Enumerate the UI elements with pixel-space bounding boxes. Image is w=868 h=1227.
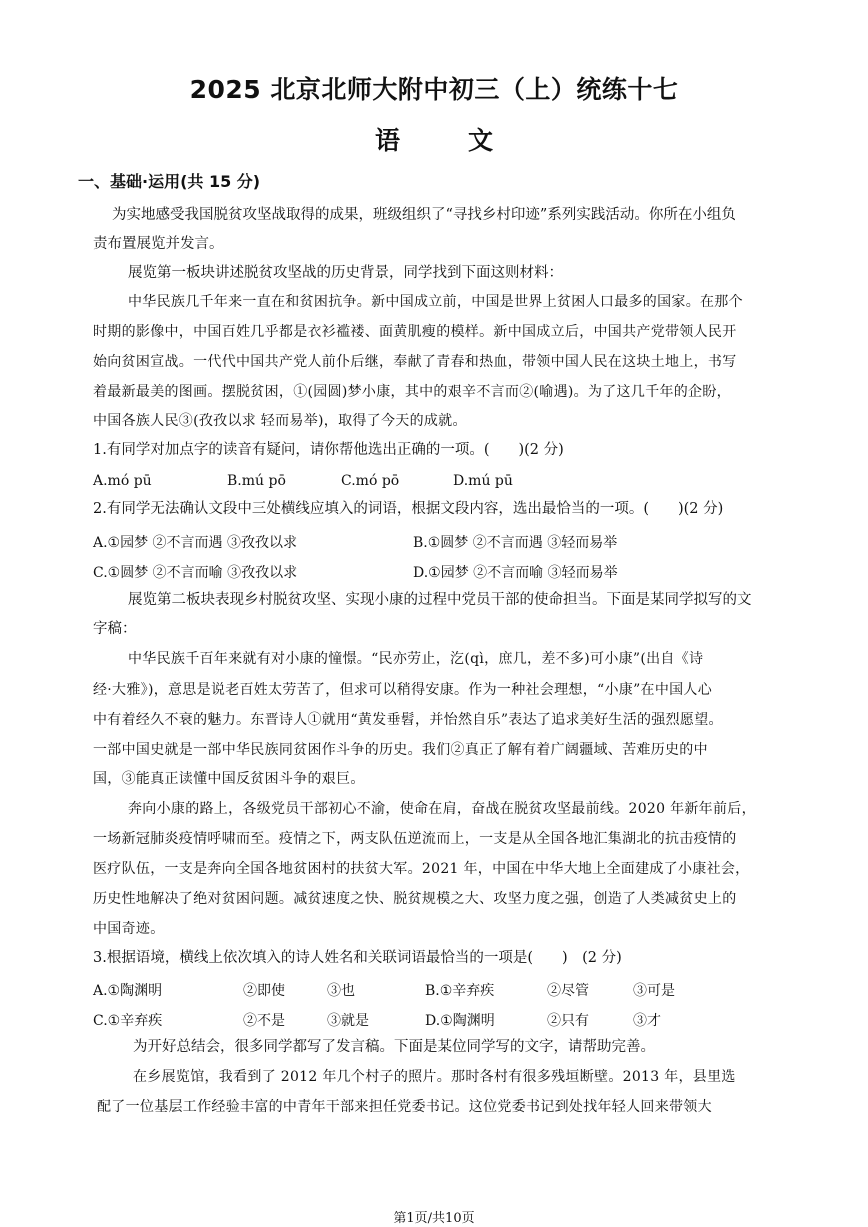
q3-option-c-word2: ②不是 bbox=[243, 1013, 285, 1029]
material3-line-1: 奔向小康的路上，各级党员干部初心不渝，使命在肩，奋战在脱贫攻坚最前线。2020 年新年前后， bbox=[128, 801, 756, 817]
board2-line-1: 展览第二板块表现乡村脱贫攻坚、实现小康的过程中党员干部的使命担当。下面是某同学拟写的文 bbox=[128, 592, 752, 608]
question-3-options-row-1 bbox=[93, 980, 773, 1000]
material3-line-3: 医疗队伍，一支是奔向全国各地贫困村的扶贫大军。2021 年，中国在中华大地上全面建成了小康社会， bbox=[93, 861, 750, 877]
q3-option-d-word2: ②只有 bbox=[547, 1013, 589, 1029]
q3-option-a-word3: ③也 bbox=[327, 983, 355, 999]
q3-option-b-word3: ③可是 bbox=[633, 983, 675, 999]
material1-line-2: 时期的影像中，中国百姓几乎都是衣衫褴褛、面黄肌瘦的模样。新中国成立后，中国共产党带领人民开 bbox=[93, 324, 737, 340]
intro-line-3: 展览第一板块讲述脱贫攻坚战的历史背景，同学找到下面这则材料： bbox=[128, 265, 563, 281]
intro-line-2: 责布置展览并发言。 bbox=[93, 236, 224, 252]
q3-option-a-poet[interactable]: A.①陶渊明 bbox=[93, 983, 163, 999]
material2-line-2: 经·大雅》)，意思是说老百姓太劳苦了，但求可以稍得安康。作为一种社会理想，“小康”在中国人心 bbox=[93, 682, 713, 698]
q1-option-b[interactable]: B.mú pō bbox=[227, 473, 286, 489]
material2-line-5: 国，③能真正读懂中国反贫困斗争的艰巨。 bbox=[93, 771, 365, 787]
material3-line-2: 一场新冠肺炎疫情呼啸而至。疫情之下，两支队伍逆流而上，一支是从全国各地汇集湖北的抗击疫情的 bbox=[93, 831, 737, 847]
q3-option-a-word2: ②即使 bbox=[243, 983, 285, 999]
q1-option-c[interactable]: C.mó pō bbox=[341, 473, 400, 489]
material1-line-5: 中国各族人民③(孜孜以求 轻而易举)，取得了今天的成就。 bbox=[93, 413, 467, 429]
material3-line-5: 中国奇迹。 bbox=[93, 921, 165, 937]
question-1-stem: 1.有同学对加点字的读音有疑问，请你帮他选出正确的一项。( )(2 分) bbox=[93, 442, 564, 458]
subject-char-1: 语 bbox=[374, 126, 400, 155]
material2-line-3: 中有着经久不衰的魅力。东晋诗人①就用“黄发垂髫，并怡然自乐”表达了追求美好生活的强烈愿望。 bbox=[93, 712, 723, 728]
q2-option-c[interactable]: C.①圆梦 ②不言而喻 ③孜孜以求 bbox=[93, 565, 298, 581]
question-3-stem: 3.根据语境，横线上依次填入的诗人姓名和关联词语最恰当的一项是( ) (2 分) bbox=[93, 950, 622, 966]
q1-option-d[interactable]: D.mú pū bbox=[453, 473, 513, 489]
board2-line-2: 字稿： bbox=[93, 621, 137, 637]
q3-option-d-poet[interactable]: D.①陶渊明 bbox=[425, 1013, 495, 1029]
question-2-stem: 2.有同学无法确认文段中三处横线应填入的词语，根据文段内容，选出最恰当的一项。( )(2 分) bbox=[93, 501, 724, 517]
subject-char-2: 文 bbox=[468, 126, 494, 155]
q3-option-c-word3: ③就是 bbox=[327, 1013, 369, 1029]
q3-option-b-word2: ②尽管 bbox=[547, 983, 589, 999]
material1-line-4: 着最新最美的图画。摆脱贫困，①(园圆)梦小康，其中的艰辛不言而②(喻遇)。为了这几千年的企盼， bbox=[93, 384, 731, 400]
q2-option-a[interactable]: A.①园梦 ②不言而遇 ③孜孜以求 bbox=[93, 535, 298, 551]
page-footer: 第1页/共10页 bbox=[393, 1211, 475, 1226]
speech-intro: 为开好总结会，很多同学都写了发言稿。下面是某位同学写的文字，请帮助完善。 bbox=[133, 1039, 655, 1055]
document-title: 2025 北京北师大附中初三（上）统练十七 bbox=[189, 75, 679, 104]
q2-option-b[interactable]: B.①圆梦 ②不言而遇 ③轻而易举 bbox=[413, 535, 618, 551]
material3-line-4: 历史性地解决了绝对贫困问题。减贫速度之快、脱贫规模之大、攻坚力度之强，创造了人类减贫史上的 bbox=[93, 891, 737, 907]
q3-option-c-poet[interactable]: C.①辛弃疾 bbox=[93, 1013, 163, 1029]
material2-line-4: 一部中国史就是一部中华民族同贫困作斗争的历史。我们②真正了解有着广阔疆域、苦难历史的中 bbox=[93, 742, 708, 758]
q1-option-a[interactable]: A.mó pū bbox=[93, 473, 152, 489]
question-1-options bbox=[93, 473, 773, 489]
q3-option-d-word3: ③才 bbox=[633, 1013, 661, 1029]
question-2-options-row-1 bbox=[93, 532, 773, 552]
material1-line-1: 中华民族几千年来一直在和贫困抗争。新中国成立前，中国是世界上贫困人口最多的国家。在那个 bbox=[128, 294, 743, 310]
material1-line-3: 始向贫困宣战。一代代中国共产党人前仆后继，奉献了青春和热血，带领中国人民在这块土地上，书写 bbox=[93, 354, 737, 370]
q3-option-b-poet[interactable]: B.①辛弃疾 bbox=[425, 983, 495, 999]
speech-line-1: 在乡展览馆，我看到了 2012 年几个村子的照片。那时各村有很多残垣断壁。2013 年，县里选 bbox=[133, 1069, 736, 1085]
material2-line-1: 中华民族千百年来就有对小康的憧憬。“民亦劳止，汔(qì，庶几，差不多)可小康”(出自《诗 bbox=[128, 651, 704, 667]
q2-option-d[interactable]: D.①园梦 ②不言而喻 ③轻而易举 bbox=[413, 565, 618, 581]
section-heading: 一、基础·运用(共 15 分) bbox=[78, 172, 261, 191]
subject-title bbox=[0, 121, 868, 157]
question-3-options-row-2 bbox=[93, 1010, 773, 1030]
question-2-options-row-2 bbox=[93, 562, 773, 582]
speech-line-2: 配了一位基层工作经验丰富的中青年干部来担任党委书记。这位党委书记到处找年轻人回来带领大 bbox=[97, 1099, 712, 1115]
intro-line-1: 为实地感受我国脱贫攻坚战取得的成果，班级组织了“寻找乡村印迹”系列实践活动。你所在小组负 bbox=[112, 207, 736, 223]
